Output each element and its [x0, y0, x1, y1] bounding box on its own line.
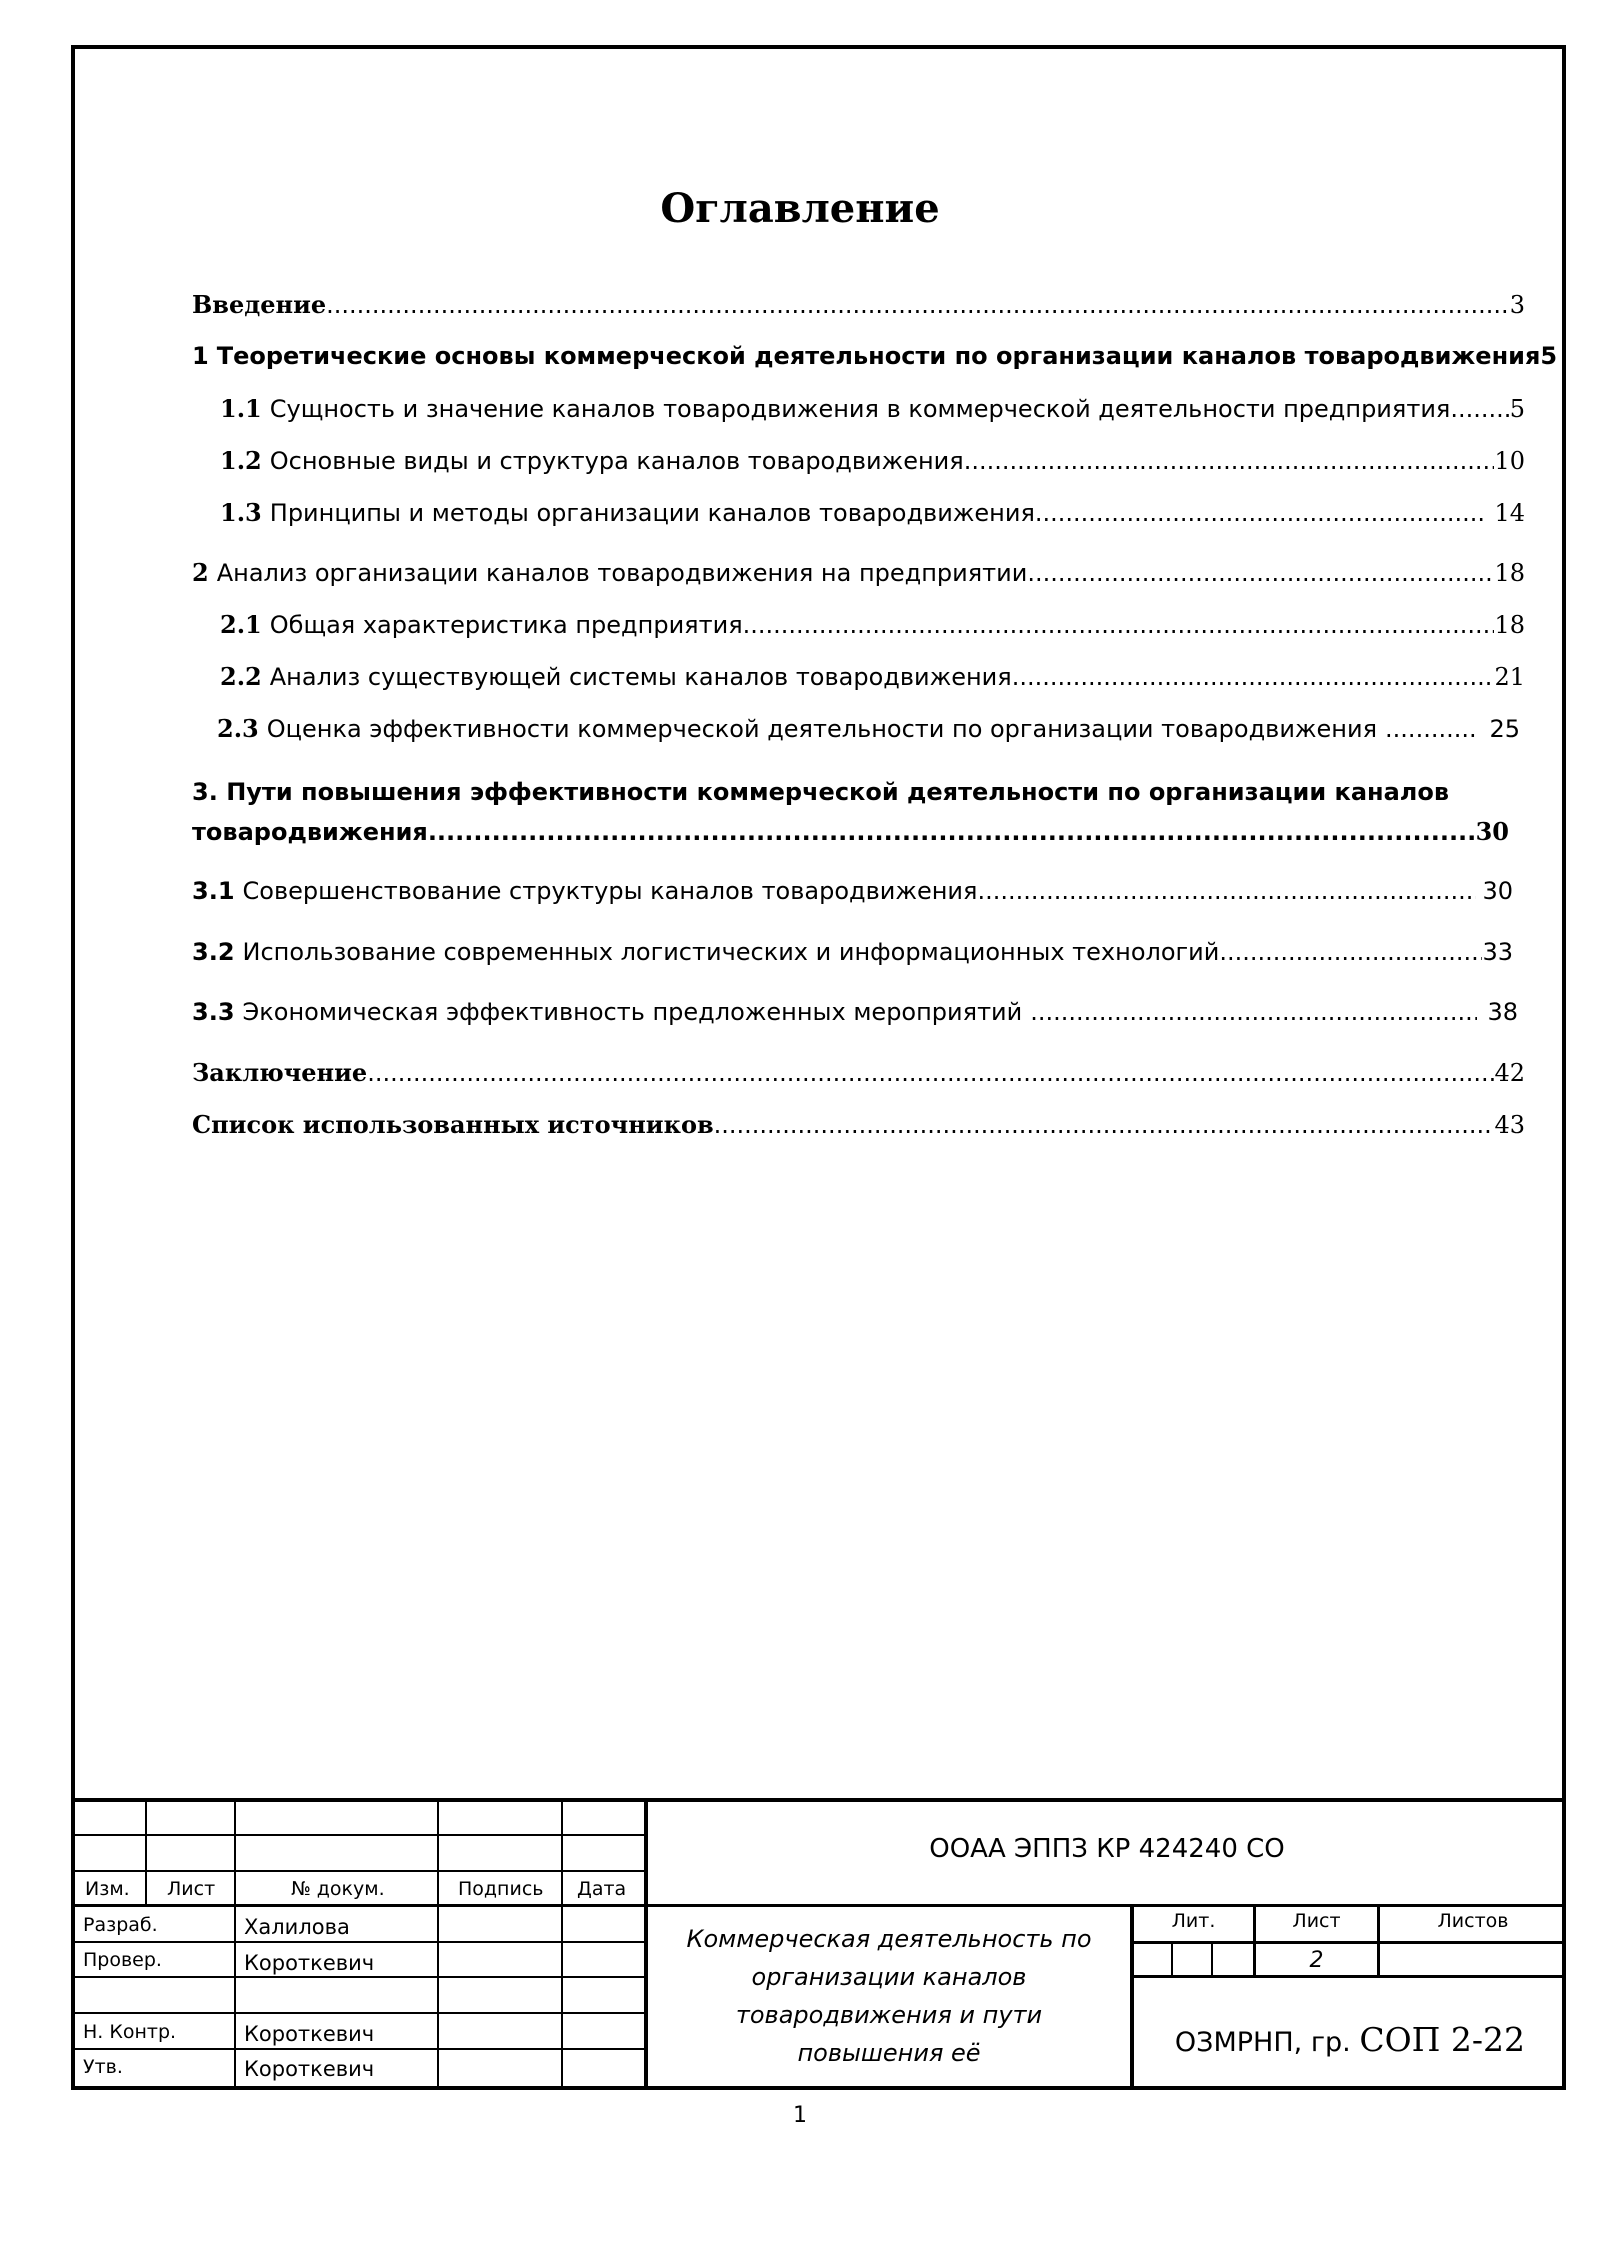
role-name-utv: Короткевич: [244, 2057, 375, 2081]
toc-item-1-1[interactable]: [220, 394, 1525, 423]
toc-number: 1.1: [220, 394, 262, 423]
document-title-line: повышения её: [797, 2039, 981, 2067]
toc-item-intro[interactable]: [192, 290, 1525, 319]
document-title-line: организации каналов: [751, 1963, 1027, 1991]
toc-label: Принципы и методы организации каналов товародвижения: [269, 499, 1035, 527]
toc-label: Список использованных источников: [192, 1110, 714, 1139]
toc-item-2-2[interactable]: [220, 662, 1525, 691]
toc-leader: [977, 877, 1476, 905]
toc-label: Общая характеристика предприятия: [269, 611, 743, 639]
toc-page: 18: [1494, 611, 1525, 639]
toc-item-3-2[interactable]: [192, 938, 1513, 966]
toc-label: Основные виды и структура каналов товародвижения: [269, 447, 964, 475]
toc-label: Оценка эффективности коммерческой деятельности по организации товародвижения: [266, 715, 1378, 743]
sheet-value: 2: [1309, 1948, 1324, 1973]
toc-item-ch3-line2[interactable]: [192, 817, 1509, 846]
toc-label: Использование современных логистических и информационных технологий: [242, 938, 1220, 966]
col-header-date: Дата: [577, 1878, 627, 1900]
toc-label: Введение: [192, 290, 327, 319]
toc-page: 43: [1494, 1111, 1525, 1139]
toc-item-1-3[interactable]: [220, 498, 1525, 527]
col-header-izm: Изм.: [85, 1878, 130, 1900]
toc-number: 2.2: [220, 662, 262, 691]
toc-page: 30: [1475, 817, 1509, 846]
organization-name: ОЗМРНП, гр.: [1174, 2027, 1351, 2058]
toc-page: 30: [1482, 877, 1513, 905]
page-title: Оглавление: [660, 185, 940, 232]
toc-label: Пути повышения эффективности коммерческой деятельности по организации каналов: [226, 778, 1450, 806]
sheet-label: Лист: [1292, 1910, 1341, 1932]
toc-item-2-1[interactable]: [220, 610, 1525, 639]
toc-label: Сущность и значение каналов товародвижения в коммерческой деятельности предприятия: [269, 395, 1451, 423]
toc-label: товародвижения: [192, 818, 428, 846]
col-header-doc-number: № докум.: [291, 1878, 385, 1900]
toc-number: 2.3: [217, 714, 259, 743]
toc-leader: [1219, 938, 1482, 966]
group-code: СОП 2-22: [1359, 2020, 1526, 2059]
toc-number: 3.2: [192, 938, 235, 966]
role-label-prover: Провер.: [83, 1949, 162, 1971]
toc-page: 5: [1540, 342, 1558, 370]
title-block: [71, 1798, 1566, 2090]
toc-page: 25: [1489, 715, 1520, 743]
toc-leader: [326, 291, 1510, 319]
toc-page: 18: [1494, 559, 1525, 587]
toc-number: 2.1: [220, 610, 262, 639]
sheets-count-label: Листов: [1437, 1910, 1509, 1932]
toc-leader: [1385, 715, 1479, 743]
role-name-razrab: Халилова: [244, 1915, 350, 1939]
toc-leader: [743, 611, 1495, 639]
toc-item-ch2[interactable]: [192, 558, 1525, 587]
toc-leader: [1450, 395, 1509, 423]
col-header-signature: Подпись: [458, 1878, 544, 1900]
role-label-nkontr: Н. Контр.: [83, 2021, 177, 2043]
col-header-list: Лист: [167, 1878, 216, 1900]
toc-leader: [1027, 559, 1494, 587]
toc-number: 3.: [192, 778, 218, 806]
toc-number: 1.2: [220, 446, 262, 475]
document-designation: ООАА ЭППЗ КР 424240 СО: [929, 1834, 1285, 1864]
document-title-line: товародвижения и пути: [735, 2001, 1043, 2029]
toc-leader: [1012, 663, 1495, 691]
toc-label: Заключение: [192, 1058, 368, 1087]
toc-item-ch3-line1[interactable]: [192, 778, 1449, 806]
toc-label: Теоретические основы коммерческой деятельности по организации каналов товародвижения: [216, 342, 1541, 370]
toc-leader: [428, 818, 1476, 846]
toc-number: 3.1: [192, 877, 235, 905]
role-label-utv: Утв.: [83, 2056, 123, 2078]
toc-page: 10: [1494, 447, 1525, 475]
toc-leader: [1030, 998, 1477, 1026]
toc-leader: [1035, 499, 1487, 527]
toc-label: Анализ организации каналов товародвижения на предприятии: [216, 559, 1028, 587]
toc-label: Анализ существующей системы каналов товародвижения: [269, 663, 1012, 691]
toc-label: Совершенствование структуры каналов товародвижения: [242, 877, 978, 905]
toc-item-3-1[interactable]: [192, 877, 1513, 905]
toc-page: 21: [1494, 663, 1525, 691]
lit-label: Лит.: [1171, 1910, 1216, 1932]
organization-group: [1134, 2020, 1566, 2059]
toc-page: 42: [1494, 1059, 1525, 1087]
toc-page: 33: [1482, 938, 1513, 966]
toc-item-2-3[interactable]: [217, 714, 1520, 743]
toc-number: 2: [192, 558, 209, 587]
toc-page: 5: [1509, 395, 1525, 423]
toc-page: 3: [1509, 291, 1525, 319]
toc-item-1-2[interactable]: [220, 446, 1525, 475]
page-number: 1: [793, 2103, 807, 2128]
toc-item-3-3[interactable]: [192, 998, 1518, 1026]
toc-number: 1.3: [220, 498, 262, 527]
toc-leader: [964, 447, 1495, 475]
role-name-nkontr: Короткевич: [244, 2022, 375, 2046]
toc-item-conclusion[interactable]: [192, 1058, 1525, 1087]
document-title-line: Коммерческая деятельность по: [686, 1925, 1092, 1953]
toc-leader: [714, 1111, 1495, 1139]
toc-item-ch1[interactable]: [192, 342, 1558, 370]
toc-number: 3.3: [192, 998, 235, 1026]
role-name-prover: Короткевич: [244, 1951, 375, 1975]
toc-item-references[interactable]: [192, 1110, 1525, 1139]
document-title: [648, 1920, 1130, 2072]
toc-leader: [367, 1059, 1494, 1087]
toc-page: 14: [1494, 499, 1525, 527]
toc-number: 1: [192, 342, 209, 370]
role-label-razrab: Разраб.: [83, 1914, 158, 1936]
toc-page: 38: [1487, 998, 1518, 1026]
toc-label: Экономическая эффективность предложенных мероприятий: [242, 998, 1023, 1026]
